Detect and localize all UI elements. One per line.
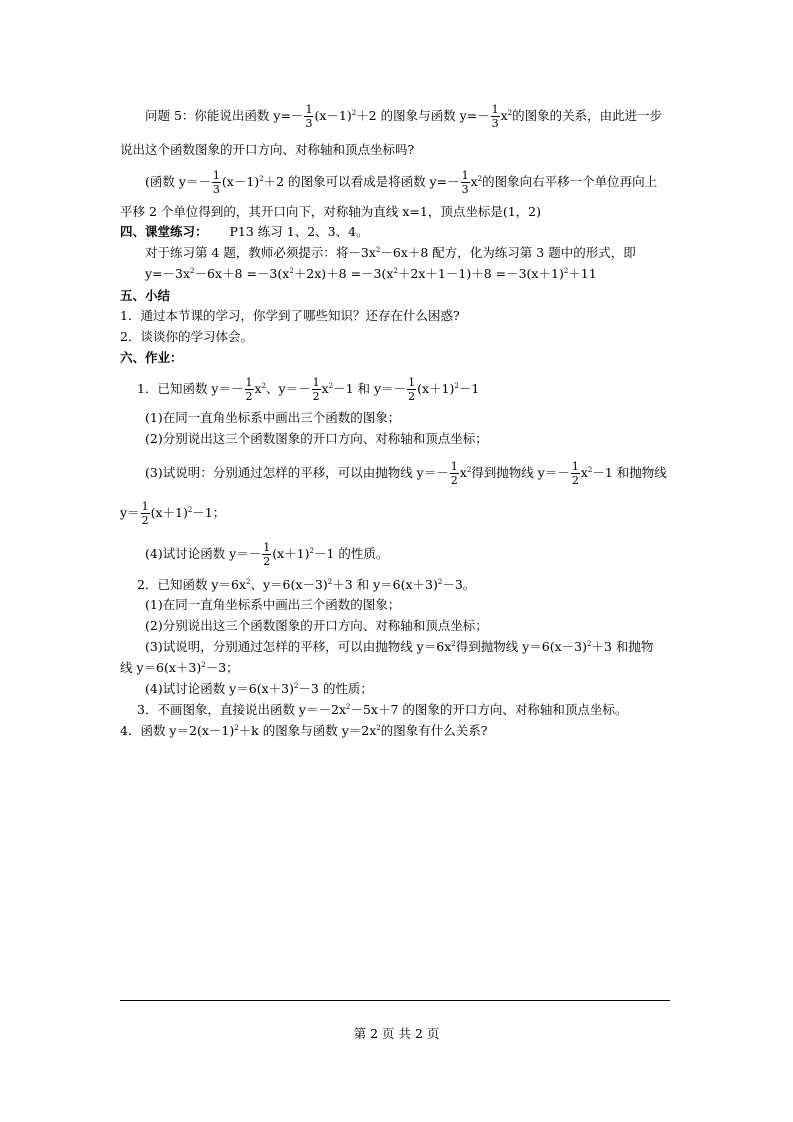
question-5-line-2: 说出这个函数图象的开口方向、对称轴和顶点坐标吗? (120, 142, 415, 157)
fraction-one-half: $\frac{1}{2}$ (408, 376, 416, 403)
fraction-one-half: $\frac{1}{2}$ (263, 541, 271, 568)
homework-1-sub-4: (4)试讨论函数 y＝－ $\frac{1}{2}$ $(x+1)^2-1$ 的性质。 (145, 541, 389, 568)
homework-4: 4．函数 $y=2(x-1)^2+k$ 的图象与函数 $y=2x^2$的图象有什么关系? (120, 723, 488, 738)
homework-3: 3．不画图象，直接说出函数 $y=-2x^2-5x+7$ 的图象的开口方向、对称轴和顶点坐标。 (137, 702, 628, 717)
fraction-one-half: $\frac{1}{2}$ (141, 500, 149, 527)
fraction-one-half: $\frac{1}{2}$ (312, 376, 320, 403)
section-4-heading: 四、课堂练习： (120, 224, 208, 239)
homework-1-stem: 1．已知函数 y＝－ $\frac{1}{2}$ $x^2$、y＝－ $\frac{1}{2}$ $x^2-1$ 和 y＝－ $\frac{1}{2}$ $(x+1)^2-1$ (137, 376, 480, 403)
fraction-one-third: $\frac{1}{3}$ (461, 169, 469, 196)
homework-1-sub-2: (2)分别说出这三个函数图象的开口方向、对称轴和顶点坐标； (145, 431, 488, 446)
section-4-hint: 对于练习第 4 题，教师必须提示：将$-3x^2-6x+8$ 配方，化为练习第 3 题中的形式，即 (145, 245, 636, 260)
fraction-one-third: $\frac{1}{3}$ (491, 103, 499, 130)
section-6-heading: 六、作业： (120, 350, 183, 365)
section-5-heading: 五、小结 (120, 288, 171, 303)
homework-2-sub-2: (2)分别说出这三个函数图象的开口方向、对称轴和顶点坐标； (145, 618, 488, 633)
fraction-one-half: $\frac{1}{2}$ (245, 376, 253, 403)
homework-2-sub-4: (4)试讨论函数 $y=6(x+3)^2-3$ 的性质； (145, 681, 373, 696)
fraction-one-half: $\frac{1}{2}$ (450, 460, 458, 487)
answer-5-line-1: (函数 y＝－ $\frac{1}{3}$ $(x-1)^2+2$ 的图象可以看成是将函数 y=－ $\frac{1}{3}$ $x^2$的图象向右平移一个单位再向上 (145, 169, 658, 196)
section-4-equation: $y=-3x^2-6x+8 =-3(x^2+2x)+8 =-3(x^2+2x+1-1)+8 =-3(x+1)^2+11$ (145, 266, 597, 281)
homework-2-sub-1: (1)在同一直角坐标系中画出三个函数的图象； (145, 597, 401, 612)
footer-divider (120, 1000, 670, 1001)
fraction-one-third: $\frac{1}{3}$ (212, 169, 220, 196)
summary-item-2: 2．谈谈你的学习体会。 (120, 329, 253, 344)
homework-1-sub-3-cont: y＝ $\frac{1}{2}$ $(x+1)^2-1$； (120, 500, 226, 527)
homework-1-sub-1: (1)在同一直角坐标系中画出三个函数的图象； (145, 410, 401, 425)
answer-5-line-2: 平移 2 个单位得到的，其开口向下，对称轴为直线 x=1，顶点坐标是(1，2) (120, 204, 542, 219)
summary-item-1: 1．通过本节课的学习，你学到了哪些知识？还存在什么困惑? (120, 308, 460, 323)
homework-2-stem: 2．已知函数 $y=6x^2$、$y=6(x-3)^2+3$ 和 $y=6(x+3)^2-3$。 (137, 577, 476, 592)
homework-2-sub-3-cont: 线 $y=6(x+3)^2-3$； (120, 660, 239, 675)
fraction-one-third: $\frac{1}{3}$ (305, 103, 313, 130)
homework-2-sub-3: (3)试说明，分别通过怎样的平移，可以由抛物线 $y=6x^2$得到抛物线 $y=6(x-3)^2+3$ 和抛物 (145, 639, 654, 654)
homework-1-sub-3: (3)试说明：分别通过怎样的平移，可以由抛物线 y＝－ $\frac{1}{2}$ $x^2$得到抛物线 y＝－ $\frac{1}{2}$ $x^2-1$ 和抛物线 (145, 460, 667, 487)
section-4-line: 四、课堂练习： P13 练习 1、2、3、4。 (120, 224, 369, 239)
page-footer: 第 2 页 共 2 页 (353, 1026, 440, 1041)
fraction-one-half: $\frac{1}{2}$ (571, 460, 579, 487)
question-5-line-1: 问题 5：你能说出函数 y=－ $\frac{1}{3}$ $(x-1)^2+2$ 的图象与函数 y=－ $\frac{1}{3}$ $x^2$的图象的关系，由此进一步 (145, 103, 663, 130)
